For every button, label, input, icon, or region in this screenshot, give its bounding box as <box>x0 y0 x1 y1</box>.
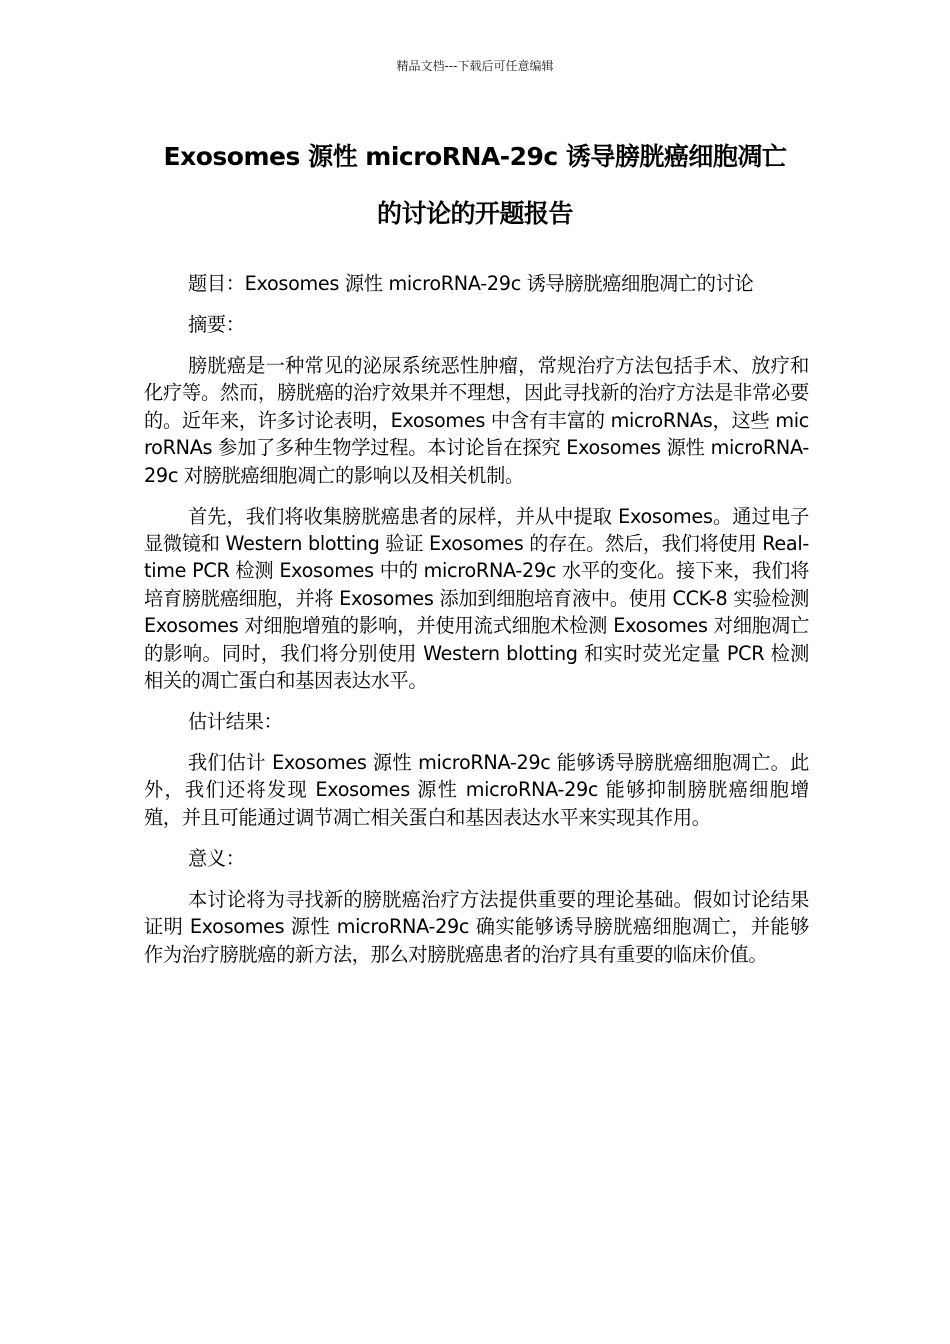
results-heading: 估计结果： <box>188 710 283 734</box>
title-line-1: Exosomes 源性 microRNA-29c 诱导膀胱癌细胞凋亡 <box>163 142 787 171</box>
document-title <box>120 128 830 242</box>
topic-paragraph: 题目：Exosomes 源性 microRNA-29c 诱导膀胱癌细胞凋亡的讨论 <box>188 272 754 295</box>
abstract-paragraph: 膀胱癌是一种常见的泌尿系统恶性肿瘤，常规治疗方法包括手术、放疗和化疗等。然而，膀胱癌的治疗效果并不理想，因此寻找新的治疗方法是非常必要的。近年来，许多讨论表明，Exosomes 中含有丰富的 microRNAs，这些 microRNAs 参加了多种生物学过程。本讨论旨在探究 Exosomes 源性 microRNA-29c 对膀胱癌细胞凋亡的影响以及相关机制。 <box>144 354 809 487</box>
significance-heading: 意义： <box>188 846 245 870</box>
results-paragraph: 我们估计 Exosomes 源性 microRNA-29c 能够诱导膀胱癌细胞凋亡。此外，我们还将发现 Exosomes 源性 microRNA-29c 能够抑制膀胱癌细胞增殖，并且可能通过调节凋亡相关蛋白和基因表达水平来实现其作用。 <box>144 751 809 829</box>
document-body <box>144 270 809 982</box>
significance-paragraph: 本讨论将为寻找新的膀胱癌治疗方法提供重要的理论基础。假如讨论结果证明 Exosomes 源性 microRNA-29c 确实能够诱导膀胱癌细胞凋亡，并能够作为治疗膀胱癌的新方法，那么对膀胱癌患者的治疗具有重要的临床价值。 <box>144 887 809 966</box>
abstract-heading: 摘要： <box>188 313 245 336</box>
page-header-watermark: 精品文档---下载后可任意编辑 <box>396 59 554 73</box>
methods-paragraph: 首先，我们将收集膀胱癌患者的尿样，并从中提取 Exosomes。通过电子显微镜和 Western blotting 验证 Exosomes 的存在。然后，我们将使用 Real-time PCR 检测 Exosomes 中的 microRNA-29c 水平的变化。接下来，我们将培育膀胱癌细胞，并将 Exosomes 添加到细胞培育液中。使用 CCK-8 实验检测 Exosomes 对细胞增殖的影响，并使用流式细胞术检测 Exosomes 对细胞凋亡的影响。同时，我们将分别使用 Western blotting 和实时荧光定量 PCR 检测相关的凋亡蛋白和基因表达水平。 <box>144 504 809 693</box>
title-line-2: 的讨论的开题报告 <box>376 199 573 228</box>
